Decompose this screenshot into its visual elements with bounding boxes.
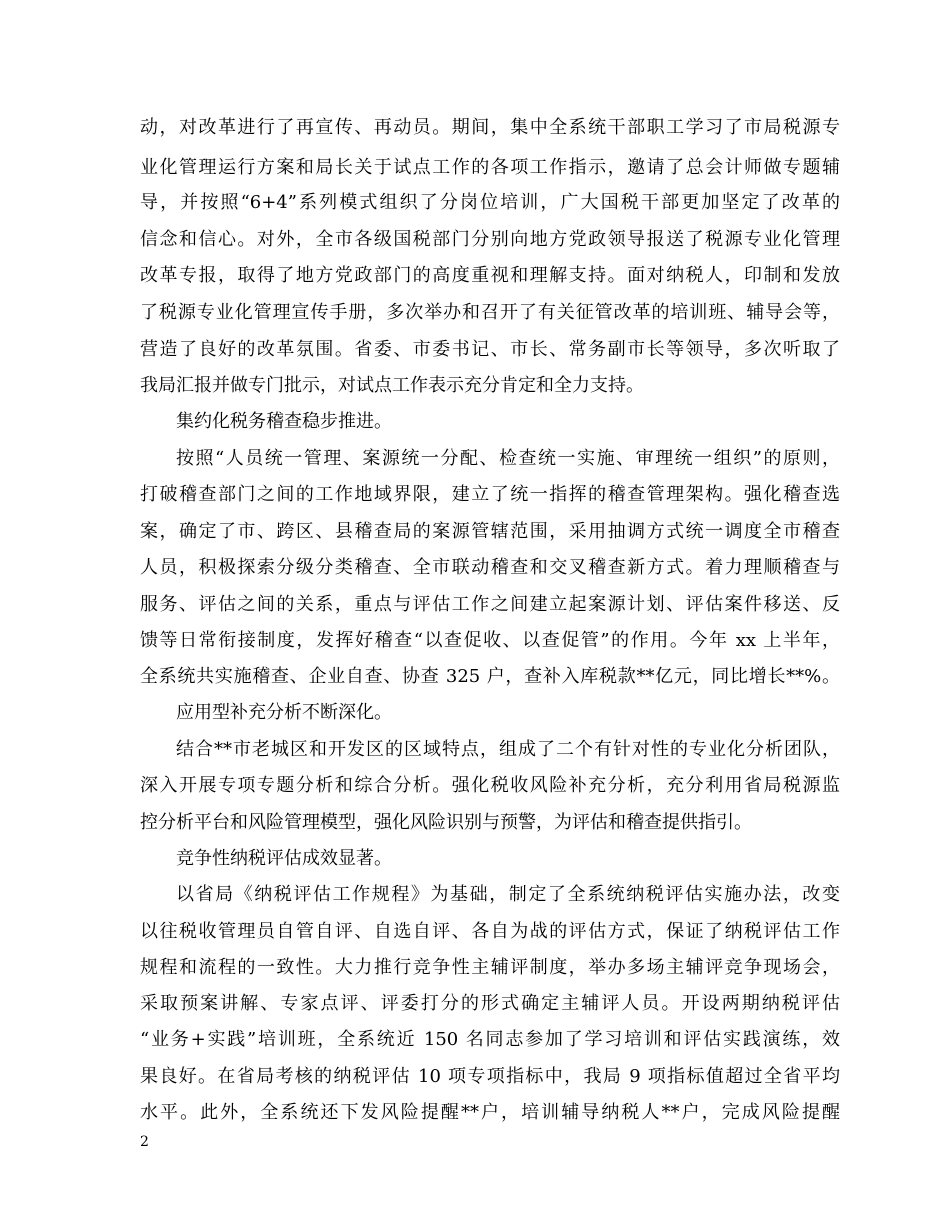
body-text-line: 业化管理运行方案和局长关于试点工作的各项工作指示，邀请了总会计师做专题辅	[140, 157, 840, 178]
section-heading: 集约化税务稽查稳步推进。	[176, 411, 392, 432]
body-text-line: 动，对改革进行了再宣传、再动员。期间，集中全系统干部职工学习了市局税源专	[140, 117, 840, 138]
body-text-line: 导，并按照“6+4”系列模式组织了分岗位培训，广大国税干部更加坚定了改革的	[140, 192, 840, 213]
body-text-line: 控分析平台和风险管理模型，强化风险识别与预警，为评估和稽查提供指引。	[140, 812, 752, 833]
body-text-line: 水平。此外，全系统还下发风险提醒**户，培训辅导纳税人**户，完成风险提醒	[140, 1102, 840, 1123]
body-text-line: 以省局《纳税评估工作规程》为基础，制定了全系统纳税评估实施办法，改变	[176, 884, 840, 905]
body-text-line: 深入开展专项专题分析和综合分析。强化税收风险补充分析，充分利用省局税源监	[140, 775, 840, 796]
body-text-line: 信念和信心。对外，全市各级国税部门分别向地方党政领导报送了税源专业化管理	[140, 229, 840, 250]
body-text-line: 规程和流程的一致性。大力推行竞争性主辅评制度，举办多场主辅评竞争现场会，	[140, 957, 840, 978]
body-text-line: 了税源专业化管理宣传手册，多次举办和召开了有关征管改革的培训班、辅导会等，	[140, 302, 840, 323]
body-text-line: 以往税收管理员自管自评、自选自评、各自为战的评估方式，保证了纳税评估工作	[140, 921, 840, 942]
body-text-line: 营造了良好的改革氛围。省委、市委书记、市长、常务副市长等领导，多次听取了	[140, 339, 840, 360]
body-text-line: 果良好。在省局考核的纳税评估 10 项专项指标中，我局 9 项指标值超过全省平均	[140, 1066, 840, 1087]
body-text-line: 改革专报，取得了地方党政部门的高度重视和理解支持。面对纳税人，印制和发放	[140, 265, 840, 286]
body-text-line: 全系统共实施稽查、企业自查、协查 325 户，查补入库税款**亿元，同比增长**%。	[140, 666, 840, 687]
body-text-line: 服务、评估之间的关系，重点与评估工作之间建立起案源计划、评估案件移送、反	[140, 594, 840, 615]
body-text-line: 我局汇报并做专门批示，对试点工作表示充分肯定和全力支持。	[140, 375, 644, 396]
page-number: 2	[140, 1134, 149, 1150]
section-heading: 应用型补充分析不断深化。	[176, 702, 392, 723]
body-text-line: 打破稽查部门之间的工作地域界限，建立了统一指挥的稽查管理架构。强化稽查选	[140, 484, 840, 505]
body-text-line: 案，确定了市、跨区、县稽查局的案源管辖范围，采用抽调方式统一调度全市稽查	[140, 521, 840, 542]
body-text-line: 按照“人员统一管理、案源统一分配、检查统一实施、审理统一组织”的原则，	[176, 448, 840, 469]
body-text-line: “业务+实践”培训班，全系统近 150 名同志参加了学习培训和评估实践演练，效	[140, 1029, 840, 1050]
body-text-line: 结合**市老城区和开发区的区域特点，组成了二个有针对性的专业化分析团队，	[176, 739, 840, 760]
body-text-line: 采取预案讲解、专家点评、评委打分的形式确定主辅评人员。开设两期纳税评估	[140, 993, 840, 1014]
body-text-line: 人员，积极探索分级分类稽查、全市联动稽查和交叉稽查新方式。着力理顺稽查与	[140, 557, 840, 578]
body-text-line: 馈等日常衔接制度，发挥好稽查“以查促收、以查促管”的作用。今年 xx 上半年，	[140, 630, 840, 651]
section-heading: 竞争性纳税评估成效显著。	[176, 848, 392, 869]
